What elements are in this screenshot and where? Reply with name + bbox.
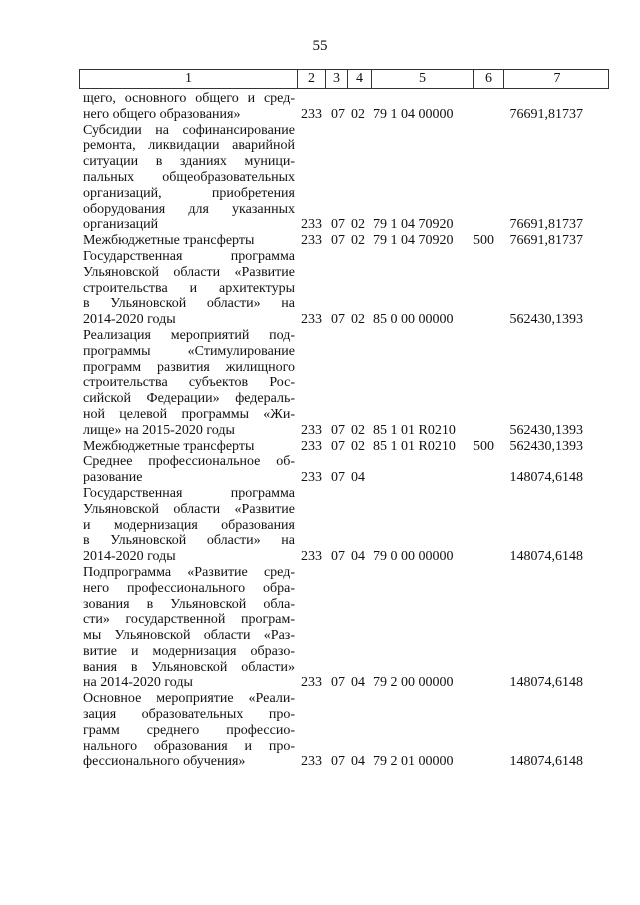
row-name-line: вания в Ульяновской области»: [83, 659, 295, 675]
gu-code: 233: [301, 549, 322, 565]
row-name-line: Межбюджетные трансферты: [83, 438, 255, 454]
gu-code: 233: [301, 106, 322, 122]
gu-code: 233: [301, 217, 322, 233]
amount: 76691,81737: [509, 233, 583, 249]
row-name-line: него общего образования»: [83, 106, 241, 122]
header-col-6: 6: [474, 70, 504, 88]
table-row: [0, 249, 640, 328]
subsection-code: 04: [351, 754, 365, 770]
row-codes: [301, 217, 583, 233]
row-name-line: в Ульяновской области» на: [83, 296, 295, 312]
subsection-code: 02: [351, 438, 365, 454]
row-name: [83, 486, 295, 565]
table-row: [0, 328, 640, 439]
row-name-line: Государственная программа: [83, 248, 295, 264]
row-name-line: организаций: [83, 217, 159, 233]
amount: 148074,6148: [509, 549, 583, 565]
header-col-2: 2: [298, 70, 326, 88]
expense-type-code: 500: [473, 233, 494, 249]
table-row: [0, 91, 640, 123]
subsection-code: 02: [351, 106, 365, 122]
subsection-code: 02: [351, 422, 365, 438]
program-code: 79 0 00 00000: [373, 549, 454, 565]
section-code: 07: [331, 754, 345, 770]
row-codes: [301, 422, 583, 439]
section-code: 07: [331, 312, 345, 328]
row-name-line: Государственная программа: [83, 485, 295, 501]
row-name-line: Ульяновской области «Развитие: [83, 264, 295, 280]
row-codes: [301, 675, 583, 691]
row-name-line: сти» государственной програм-: [83, 612, 295, 628]
gu-code: 233: [301, 312, 322, 328]
section-code: 07: [331, 675, 345, 691]
amount: 76691,81737: [509, 217, 583, 233]
section-code: 07: [331, 549, 345, 565]
row-name: [83, 439, 295, 455]
row-name-line: организаций, приобретения: [83, 185, 295, 201]
row-name: [83, 565, 295, 691]
program-code: 85 1 01 R0210: [373, 422, 456, 438]
table-row: [0, 691, 640, 770]
row-name-line: грамм среднего профессио-: [83, 722, 295, 738]
row-name-line: в Ульяновской области» на: [83, 533, 295, 549]
row-name-line: программ развития жилищного: [83, 359, 295, 375]
row-name: [83, 454, 295, 486]
header-col-3: 3: [326, 70, 348, 88]
page-number: 55: [312, 38, 328, 54]
row-name-line: и модернизация образования: [83, 517, 295, 533]
row-name-line: него профессионального обра-: [83, 580, 295, 596]
row-name-line: Подпрограмма «Развитие сред-: [83, 564, 295, 580]
row-name-line: ситуации в зданиях муници-: [83, 154, 295, 170]
row-name: [83, 233, 295, 249]
amount: 562430,1393: [509, 422, 583, 438]
program-code: 79 1 04 70920: [373, 217, 454, 233]
row-name-line: пальных общеобразовательных: [83, 169, 295, 185]
row-name-line: строительства субъектов Рос-: [83, 375, 295, 391]
row-name-line: на 2014-2020 годы: [83, 675, 193, 691]
row-name-line: 2014-2020 годы: [83, 549, 176, 565]
amount: 562430,1393: [509, 312, 583, 328]
subsection-code: 02: [351, 217, 365, 233]
program-code: 85 1 01 R0210: [373, 438, 456, 454]
table-row: [0, 565, 640, 691]
subsection-code: 04: [351, 549, 365, 565]
expense-type-code: 500: [473, 438, 494, 454]
program-code: 79 2 00 00000: [373, 675, 454, 691]
row-name: [83, 691, 295, 770]
table-body: [0, 91, 640, 770]
program-code: 79 2 01 00000: [373, 754, 454, 770]
table-header: [79, 69, 609, 89]
row-name: [83, 328, 295, 439]
row-name-line: ной целевой программы «Жи-: [83, 406, 295, 422]
header-col-1: 1: [80, 70, 298, 88]
row-name-line: Реализация мероприятий под-: [83, 327, 295, 343]
row-name: [83, 249, 295, 328]
gu-code: 233: [301, 438, 322, 454]
row-codes: [301, 106, 583, 123]
row-name-line: фессионального обучения»: [83, 754, 246, 770]
subsection-code: 02: [351, 233, 365, 249]
row-name-line: витие и модернизация образо-: [83, 643, 295, 659]
row-name-line: оборудования для указанных: [83, 201, 295, 217]
row-name-line: программы «Стимулирование: [83, 343, 295, 359]
row-name: [83, 123, 295, 234]
subsection-code: 04: [351, 470, 365, 486]
row-name-line: зация образовательных про-: [83, 707, 295, 723]
amount: 148074,6148: [509, 675, 583, 691]
amount: 76691,81737: [509, 106, 583, 122]
subsection-code: 04: [351, 675, 365, 691]
row-name-line: Среднее профессиональное об-: [83, 454, 295, 470]
row-name-line: Субсидии на софинансирование: [83, 122, 295, 138]
row-codes: [301, 549, 583, 565]
header-col-4: 4: [348, 70, 372, 88]
row-name-line: Ульяновской области «Развитие: [83, 501, 295, 517]
row-name-line: нального образования и про-: [83, 738, 295, 754]
row-name-line: лище» на 2015-2020 годы: [83, 422, 235, 438]
row-codes: [301, 233, 583, 249]
row-codes: [301, 470, 583, 486]
program-code: 79 1 04 00000: [373, 106, 454, 122]
row-name-line: строительства и архитектуры: [83, 280, 295, 296]
row-name-line: зования в Ульяновской обла-: [83, 596, 295, 612]
gu-code: 233: [301, 675, 322, 691]
row-name-line: сийской Федерации» федераль-: [83, 391, 295, 407]
section-code: 07: [331, 106, 345, 122]
row-name-line: 2014-2020 годы: [83, 312, 176, 328]
row-codes: [301, 312, 583, 328]
section-code: 07: [331, 422, 345, 438]
row-name-line: Основное мероприятие «Реали-: [83, 691, 295, 707]
header-col-5: 5: [372, 70, 474, 88]
gu-code: 233: [301, 422, 322, 438]
table-row: [0, 439, 640, 455]
row-name-line: мы Ульяновской области «Раз-: [83, 628, 295, 644]
gu-code: 233: [301, 470, 322, 486]
table-row: [0, 123, 640, 234]
row-name-line: разование: [83, 470, 143, 486]
amount: 562430,1393: [509, 438, 583, 454]
program-code: 79 1 04 70920: [373, 233, 454, 249]
header-col-7: 7: [553, 71, 561, 86]
section-code: 07: [331, 233, 345, 249]
section-code: 07: [331, 470, 345, 486]
section-code: 07: [331, 438, 345, 454]
amount: 148074,6148: [509, 754, 583, 770]
gu-code: 233: [301, 233, 322, 249]
row-name-line: щего, основного общего и сред-: [83, 91, 295, 106]
row-codes: [301, 754, 583, 770]
row-name-line: ремонта, ликвидации аварийной: [83, 138, 295, 154]
subsection-code: 02: [351, 312, 365, 328]
gu-code: 233: [301, 754, 322, 770]
row-codes: [301, 438, 583, 455]
program-code: 85 0 00 00000: [373, 312, 454, 328]
row-name: [83, 91, 295, 123]
table-row: [0, 454, 640, 486]
table-row: [0, 486, 640, 565]
amount: 148074,6148: [509, 470, 583, 486]
row-name-line: Межбюджетные трансферты: [83, 233, 255, 249]
section-code: 07: [331, 217, 345, 233]
table-row: [0, 233, 640, 249]
